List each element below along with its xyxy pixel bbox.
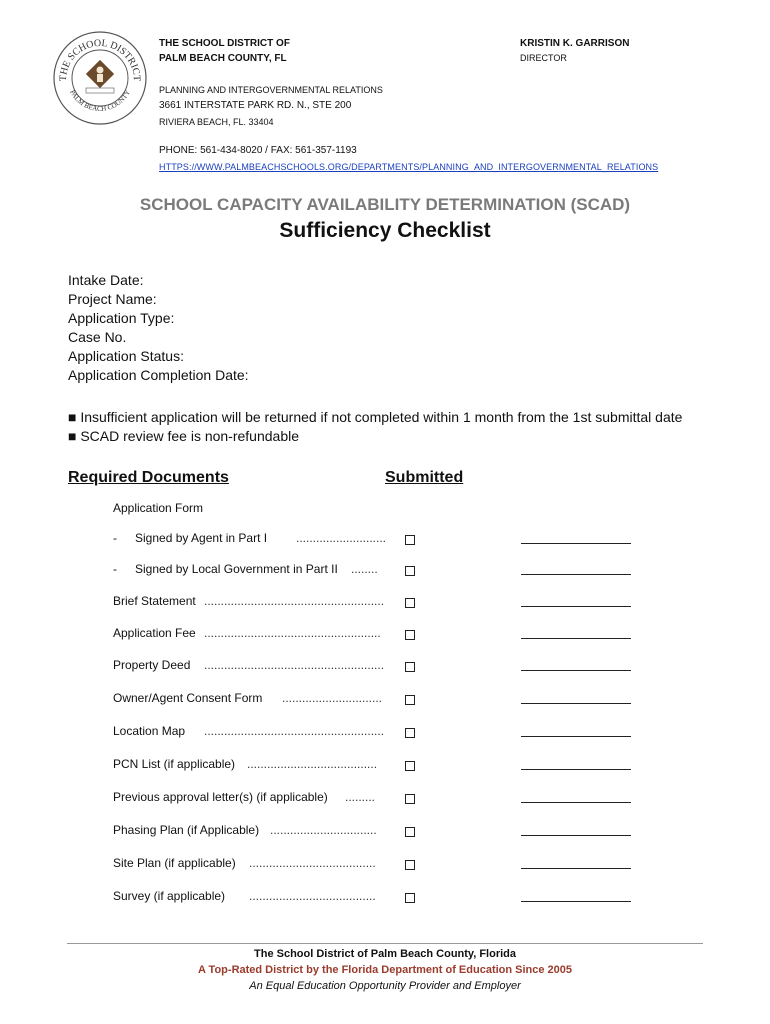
row-label: Application Fee bbox=[113, 626, 196, 640]
seal-bottom-text: PALM BEACH COUNTY bbox=[68, 88, 132, 113]
row-leader: ...................................................... bbox=[204, 594, 385, 608]
field-case-no: Case No. bbox=[68, 329, 127, 345]
footer-eeo: An Equal Education Opportunity Provider and Employer bbox=[249, 980, 521, 992]
row-leader: .............................. bbox=[282, 691, 383, 705]
row-dash: - bbox=[113, 562, 117, 576]
svg-text:PALM BEACH COUNTY bbox=[68, 89, 132, 113]
submitted-checkbox[interactable] bbox=[405, 535, 415, 545]
row-leader: ..................................................... bbox=[204, 626, 381, 640]
row-leader: ................................ bbox=[270, 823, 377, 837]
row-blank-line[interactable] bbox=[521, 868, 631, 869]
contact-block bbox=[159, 143, 658, 175]
row-blank-line[interactable] bbox=[521, 835, 631, 836]
row-label: Survey (if applicable) bbox=[113, 889, 226, 903]
footer-district: The School District of Palm Beach County, Florida bbox=[254, 948, 516, 960]
row-label: Location Map bbox=[113, 724, 186, 738]
checklist-row bbox=[0, 691, 770, 709]
checklist-row bbox=[0, 823, 770, 841]
row-leader: ...................................... bbox=[249, 856, 376, 870]
field-completion-date: Application Completion Date: bbox=[68, 367, 249, 383]
row-blank-line[interactable] bbox=[521, 670, 631, 671]
submitted-checkbox[interactable] bbox=[405, 662, 415, 672]
required-documents-heading: Required Documents bbox=[68, 469, 229, 486]
city-address: RIVIERA BEACH, FL. 33404 bbox=[159, 117, 274, 127]
notes bbox=[68, 408, 682, 446]
row-leader: ...................................... bbox=[249, 889, 376, 903]
row-blank-line[interactable] bbox=[521, 703, 631, 704]
field-application-type: Application Type: bbox=[68, 310, 175, 326]
field-application-status: Application Status: bbox=[68, 348, 184, 364]
submitted-checkbox[interactable] bbox=[405, 860, 415, 870]
row-leader: ........................... bbox=[296, 531, 387, 545]
footer-rating: A Top-Rated District by the Florida Department of Education Since 2005 bbox=[197, 964, 573, 976]
row-label: Signed by Local Government in Part II bbox=[135, 562, 338, 576]
row-blank-line[interactable] bbox=[521, 606, 631, 607]
checklist-row bbox=[0, 562, 770, 580]
row-blank-line[interactable] bbox=[521, 802, 631, 803]
district-name bbox=[159, 36, 290, 66]
submitted-checkbox[interactable] bbox=[405, 827, 415, 837]
checklist-row bbox=[0, 658, 770, 676]
field-intake-date: Intake Date: bbox=[68, 272, 144, 288]
row-leader: ...................................................... bbox=[204, 724, 385, 738]
submitted-checkbox[interactable] bbox=[405, 794, 415, 804]
submitted-checkbox[interactable] bbox=[405, 630, 415, 640]
row-blank-line[interactable] bbox=[521, 769, 631, 770]
checklist-row bbox=[0, 757, 770, 775]
district-seal-logo bbox=[52, 30, 148, 126]
submitted-heading: Submitted bbox=[385, 469, 464, 486]
row-blank-line[interactable] bbox=[521, 736, 631, 737]
row-label: Owner/Agent Consent Form bbox=[113, 691, 263, 705]
note-fee: ■ SCAD review fee is non-refundable bbox=[68, 428, 300, 444]
row-blank-line[interactable] bbox=[521, 901, 631, 902]
row-label: Previous approval letter(s) (if applicable) bbox=[113, 790, 328, 804]
row-leader: ......... bbox=[345, 790, 376, 804]
address-block bbox=[159, 82, 383, 130]
checklist-row bbox=[0, 889, 770, 907]
submitted-checkbox[interactable] bbox=[405, 761, 415, 771]
seal-top-text: THE SCHOOL DISTRICT bbox=[57, 37, 143, 82]
row-label: Brief Statement bbox=[113, 594, 196, 608]
row-blank-line[interactable] bbox=[521, 574, 631, 575]
row-blank-line[interactable] bbox=[521, 543, 631, 544]
checklist-row bbox=[0, 724, 770, 742]
row-leader: ...................................................... bbox=[204, 658, 385, 672]
checklist-row bbox=[0, 790, 770, 808]
submitted-checkbox[interactable] bbox=[405, 728, 415, 738]
row-label: Phasing Plan (if Applicable) bbox=[113, 823, 260, 837]
phone-fax: PHONE: 561-434-8020 / FAX: 561-357-1193 bbox=[159, 145, 357, 156]
checklist-row bbox=[0, 626, 770, 644]
application-form-label: Application Form bbox=[113, 501, 204, 515]
footer-divider bbox=[67, 943, 703, 944]
district-line1: THE SCHOOL DISTRICT OF bbox=[159, 38, 290, 49]
district-line2: PALM BEACH COUNTY, FL bbox=[159, 53, 287, 64]
form-subtitle: Sufficiency Checklist bbox=[279, 219, 491, 242]
row-label: PCN List (if applicable) bbox=[113, 757, 236, 771]
row-label: Signed by Agent in Part I bbox=[135, 531, 268, 545]
director-block bbox=[520, 36, 629, 66]
department-link[interactable]: HTTPS://WWW.PALMBEACHSCHOOLS.ORG/DEPARTMENTS/PLANNING_AND_INTERGOVERNMENTAL_RELATIONS bbox=[159, 162, 659, 172]
row-label: Site Plan (if applicable) bbox=[113, 856, 236, 870]
director-name: KRISTIN K. GARRISON bbox=[520, 38, 630, 49]
field-project-name: Project Name: bbox=[68, 291, 157, 307]
row-dash: - bbox=[113, 531, 117, 545]
submitted-checkbox[interactable] bbox=[405, 598, 415, 608]
street-address: 3661 INTERSTATE PARK RD. N., STE 200 bbox=[159, 100, 352, 111]
checklist-row bbox=[0, 594, 770, 612]
note-insufficient: ■ Insufficient application will be returned if not completed within 1 month from the 1st submittal date bbox=[68, 409, 683, 425]
form-title: SCHOOL CAPACITY AVAILABILITY DETERMINATION (SCAD) bbox=[139, 195, 631, 214]
row-label: Property Deed bbox=[113, 658, 191, 672]
checklist-row bbox=[0, 531, 770, 549]
intake-fields bbox=[68, 271, 249, 385]
director-title: DIRECTOR bbox=[520, 53, 567, 63]
submitted-checkbox[interactable] bbox=[405, 893, 415, 903]
submitted-checkbox[interactable] bbox=[405, 695, 415, 705]
submitted-checkbox[interactable] bbox=[405, 566, 415, 576]
row-leader: ....................................... bbox=[247, 757, 378, 771]
department-name: PLANNING AND INTERGOVERNMENTAL RELATIONS bbox=[159, 85, 383, 95]
checklist-row bbox=[0, 856, 770, 874]
row-blank-line[interactable] bbox=[521, 638, 631, 639]
row-leader: ........ bbox=[351, 562, 378, 576]
